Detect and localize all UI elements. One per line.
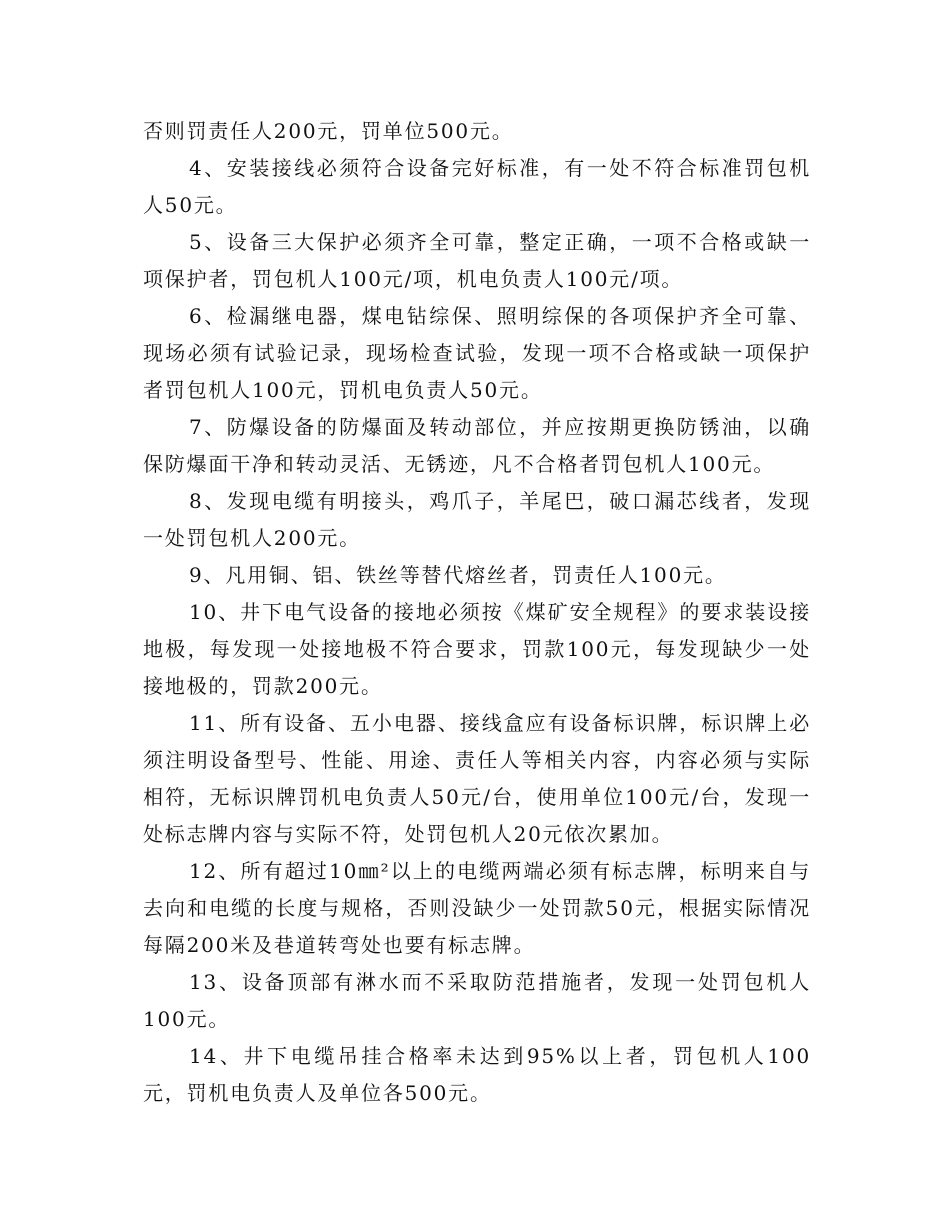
paragraph-item-12: 12、所有超过10㎜²以上的电缆两端必须有标志牌，标明来自与去向和电缆的长度与规格，否则没缺少一处罚款50元，根据实际情况每隔200米及巷道转弯处也要有标志牌。	[143, 859, 811, 957]
paragraph-item-8: 8、发现电缆有明接头，鸡爪子，羊尾巴，破口漏芯线者，发现一处罚包机人200元。	[143, 489, 811, 550]
paragraph-item-6: 6、检漏继电器，煤电钻综保、照明综保的各项保护齐全可靠、现场必须有试验记录，现场检查试验，发现一项不合格或缺一项保护者罚包机人100元，罚机电负责人50元。	[143, 304, 811, 402]
paragraph-continuation: 否则罚责任人200元，罚单位500元。	[143, 119, 514, 143]
paragraph-item-10: 10、井下电气设备的接地必须按《煤矿安全规程》的要求装设接地极，每发现一处接地极不符合要求，罚款100元，每发现缺少一处接地极的，罚款200元。	[143, 600, 811, 698]
paragraph-item-11: 11、所有设备、五小电器、接线盒应有设备标识牌，标识牌上必须注明设备型号、性能、用途、责任人等相关内容，内容必须与实际相符，无标识牌罚机电负责人50元/台，使用单位100元/台，发现一处标志牌内容与实际不符，处罚包机人20元依次累加。	[143, 711, 811, 846]
paragraph-item-14: 14、井下电缆吊挂合格率未达到95%以上者，罚包机人100元，罚机电负责人及单位各500元。	[143, 1044, 811, 1105]
paragraph-item-5: 5、设备三大保护必须齐全可靠，整定正确，一项不合格或缺一项保护者，罚包机人100元/项，机电负责人100元/项。	[143, 230, 811, 291]
document-body	[143, 113, 811, 1112]
paragraph-item-7: 7、防爆设备的防爆面及转动部位，并应按期更换防锈油，以确保防爆面干净和转动灵活、无锈迹，凡不合格者罚包机人100元。	[143, 415, 811, 476]
paragraph-item-13: 13、设备顶部有淋水而不采取防范措施者，发现一处罚包机人100元。	[143, 970, 811, 1031]
paragraph-item-4: 4、安装接线必须符合设备完好标准，有一处不符合标准罚包机人50元。	[143, 156, 811, 217]
paragraph-item-9: 9、凡用铜、铝、铁丝等替代熔丝者，罚责任人100元。	[189, 563, 727, 587]
